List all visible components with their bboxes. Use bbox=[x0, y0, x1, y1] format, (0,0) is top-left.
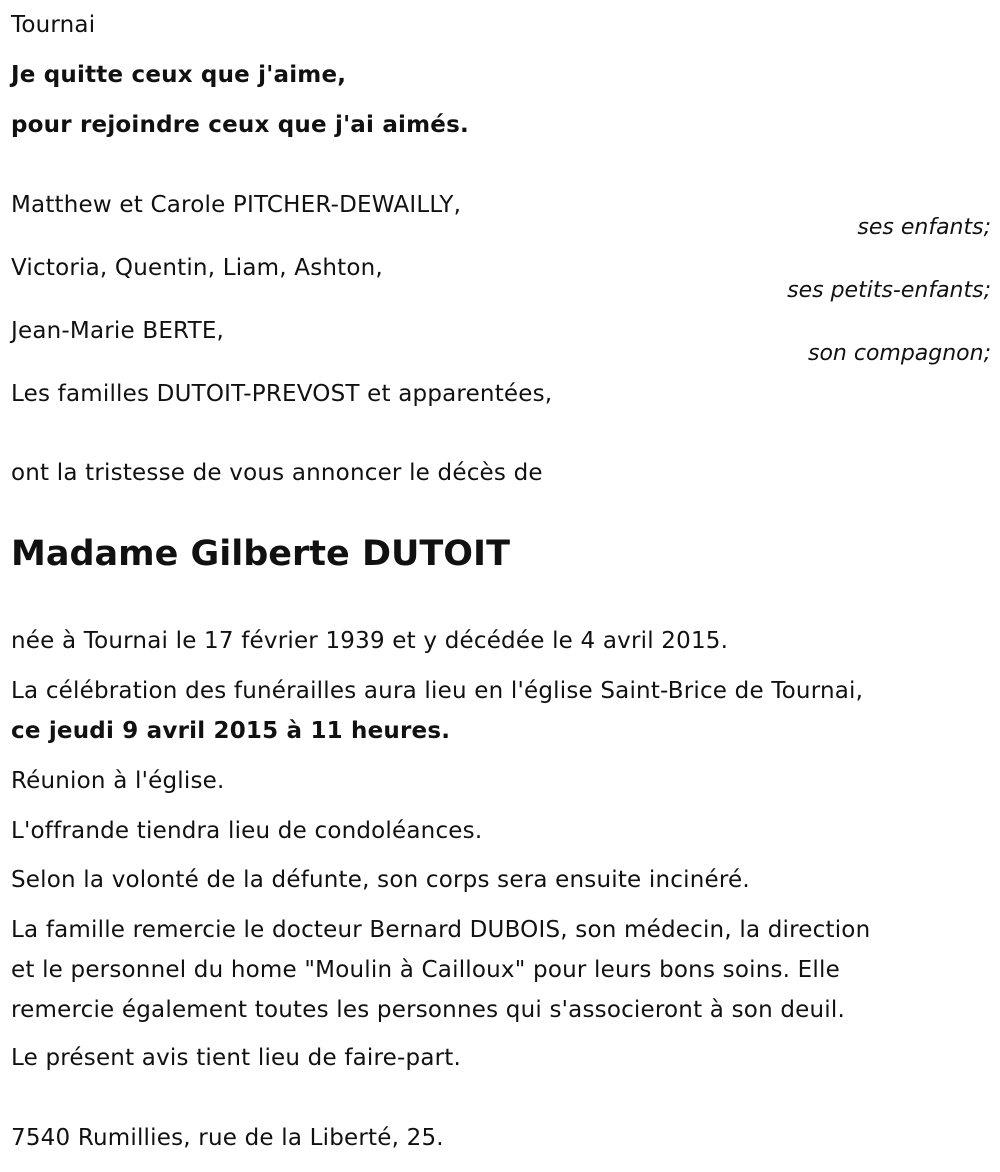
meeting-text: Réunion à l'église. bbox=[11, 768, 225, 794]
family-names-companion: Jean-Marie BERTE, bbox=[11, 318, 225, 344]
family-names-grandchildren: Victoria, Quentin, Liam, Ashton, bbox=[11, 255, 383, 281]
city-label: Tournai bbox=[11, 12, 96, 38]
birth-death-text: née à Tournai le 17 février 1939 et y décédée le 4 avril 2015. bbox=[11, 628, 729, 654]
family-names-children: Matthew et Carole PITCHER-DEWAILLY, bbox=[11, 192, 462, 218]
offering-text: L'offrande tiendra lieu de condoléances. bbox=[11, 818, 483, 844]
thanks-line-3: remercie également toutes les personnes qui s'associeront à son deuil. bbox=[11, 997, 845, 1023]
thanks-line-2: et le personnel du home "Moulin à Cailloux" pour leurs bons soins. Elle bbox=[11, 957, 840, 983]
announcement-text: ont la tristesse de vous annoncer le décès de bbox=[11, 460, 543, 486]
cremation-text: Selon la volonté de la défunte, son corps sera ensuite incinéré. bbox=[11, 867, 750, 893]
ceremony-date: ce jeudi 9 avril 2015 à 11 heures. bbox=[11, 718, 451, 744]
quote-line-2: pour rejoindre ceux que j'ai aimés. bbox=[11, 112, 469, 138]
thanks-line-1: La famille remercie le docteur Bernard DUBOIS, son médecin, la direction bbox=[11, 917, 871, 943]
family-relation-children: ses enfants; bbox=[857, 215, 991, 240]
notice-text: Le présent avis tient lieu de faire-part. bbox=[11, 1045, 462, 1071]
quote-line-1: Je quitte ceux que j'aime, bbox=[11, 62, 347, 88]
family-relation-companion: son compagnon; bbox=[807, 341, 991, 366]
family-names-relatives: Les familles DUTOIT-PREVOST et apparentées, bbox=[11, 381, 553, 407]
deceased-name: Madame Gilberte DUTOIT bbox=[11, 534, 510, 574]
family-relation-grandchildren: ses petits-enfants; bbox=[787, 278, 991, 303]
ceremony-text: La célébration des funérailles aura lieu en l'église Saint-Brice de Tournai, bbox=[11, 678, 864, 704]
address-text: 7540 Rumillies, rue de la Liberté, 25. bbox=[11, 1125, 444, 1151]
obituary-page bbox=[11, 0, 991, 1172]
